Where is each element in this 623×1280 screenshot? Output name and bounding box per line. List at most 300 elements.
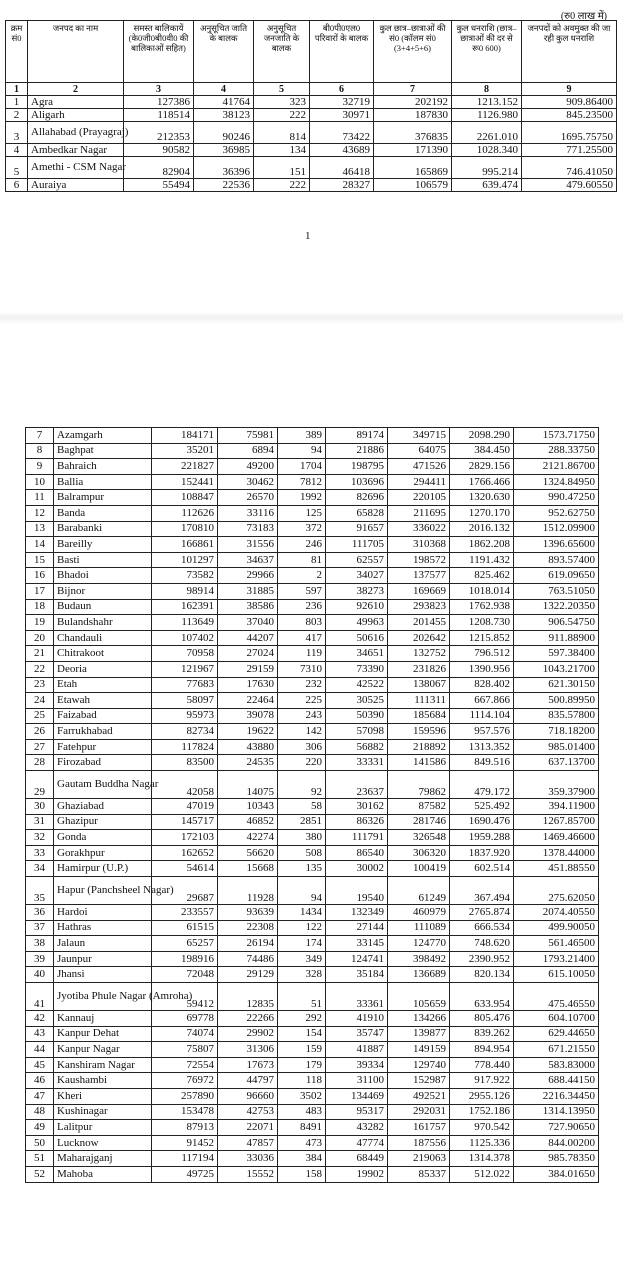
value-cell: 1125.336 [450,1135,514,1151]
value-cell: 323 [254,96,310,109]
table-row [26,693,599,709]
value-cell: 94 [278,443,326,459]
value-cell: 172103 [152,830,218,846]
value-cell: 93639 [218,905,278,921]
serial-cell: 40 [26,967,54,983]
district-name-cell: Hardoi [54,905,152,921]
value-cell: 31885 [218,583,278,599]
value-cell: 561.46500 [514,936,599,952]
district-name-cell: Bareilly [54,537,152,553]
value-cell: 118514 [124,109,194,122]
value-cell: 349 [278,951,326,967]
column-header: कुल छात्र–छात्राओं की सं0 (कॉलम सं0 (3+4+5+6) [374,21,452,83]
column-index-cell: 8 [452,83,522,96]
table-row [6,109,617,122]
value-cell: 376835 [374,122,452,144]
value-cell: 19902 [326,1166,388,1182]
value-cell: 201455 [388,615,450,631]
value-cell: 629.44650 [514,1026,599,1042]
value-cell: 198916 [152,951,218,967]
value-cell: 86326 [326,814,388,830]
value-cell: 151 [254,157,310,179]
value-cell: 275.62050 [514,877,599,905]
value-cell: 46418 [310,157,374,179]
page-gap [0,312,623,324]
value-cell: 2261.010 [452,122,522,144]
value-cell: 82734 [152,724,218,740]
serial-cell: 47 [26,1088,54,1104]
value-cell: 825.462 [450,568,514,584]
column-header: समस्त बालिकायें (के0जी0बी0वी0 की बालिकाओं सहित) [124,21,194,83]
value-cell: 184171 [152,428,218,444]
column-header: कुल धनराशि (छात्र–छात्राओं की दर से रू0 600) [452,21,522,83]
serial-cell: 35 [26,877,54,905]
value-cell: 417 [278,630,326,646]
value-cell: 2 [278,568,326,584]
value-cell: 111089 [388,920,450,936]
value-cell: 38273 [326,583,388,599]
value-cell: 35184 [326,967,388,983]
value-cell: 597.38400 [514,646,599,662]
column-index-cell: 6 [310,83,374,96]
value-cell: 42274 [218,830,278,846]
value-cell: 22308 [218,920,278,936]
serial-cell: 4 [6,144,28,157]
serial-cell: 7 [26,428,54,444]
value-cell: 39334 [326,1057,388,1073]
value-cell: 85337 [388,1166,450,1182]
table-row [26,845,599,861]
value-cell: 170810 [152,521,218,537]
value-cell: 220 [278,755,326,771]
value-cell: 30002 [326,861,388,877]
column-index-cell: 4 [194,83,254,96]
value-cell: 243 [278,708,326,724]
value-cell: 124770 [388,936,450,952]
serial-cell: 30 [26,799,54,815]
value-cell: 38586 [218,599,278,615]
value-cell: 92 [278,771,326,799]
value-cell: 134266 [388,1011,450,1027]
table-row [26,967,599,983]
value-cell: 137577 [388,568,450,584]
value-cell: 82904 [124,157,194,179]
serial-cell: 10 [26,474,54,490]
value-cell: 134 [254,144,310,157]
value-cell: 512.022 [450,1166,514,1182]
value-cell: 212353 [124,122,194,144]
value-cell: 94 [278,877,326,905]
value-cell: 43282 [326,1120,388,1136]
value-cell: 29159 [218,661,278,677]
serial-cell: 24 [26,693,54,709]
value-cell: 1434 [278,905,326,921]
column-index-cell: 2 [28,83,124,96]
value-cell: 328 [278,967,326,983]
value-cell: 499.90050 [514,920,599,936]
value-cell: 666.534 [450,920,514,936]
value-cell: 90582 [124,144,194,157]
value-cell: 796.512 [450,646,514,662]
value-cell: 985.78350 [514,1151,599,1167]
value-cell: 1126.980 [452,109,522,122]
table-row [26,755,599,771]
value-cell: 1862.208 [450,537,514,553]
value-cell: 17673 [218,1057,278,1073]
value-cell: 281746 [388,814,450,830]
value-cell: 17630 [218,677,278,693]
district-name-cell: Farrukhabad [54,724,152,740]
serial-cell: 31 [26,814,54,830]
value-cell: 19540 [326,877,388,905]
value-cell: 2216.34450 [514,1088,599,1104]
value-cell: 2098.290 [450,428,514,444]
value-cell: 61249 [388,877,450,905]
value-cell: 50390 [326,708,388,724]
district-name-cell: Bijnor [54,583,152,599]
value-cell: 483 [278,1104,326,1120]
serial-cell: 45 [26,1057,54,1073]
district-name-cell: Banda [54,505,152,521]
table-row [26,505,599,521]
serial-cell: 16 [26,568,54,584]
value-cell: 1690.476 [450,814,514,830]
district-name-cell: Hathras [54,920,152,936]
value-cell: 637.13700 [514,755,599,771]
value-cell: 89174 [326,428,388,444]
table-row [26,936,599,952]
value-cell: 257890 [152,1088,218,1104]
table-row [26,877,599,905]
value-cell: 233557 [152,905,218,921]
value-cell: 36985 [194,144,254,157]
value-cell: 1766.466 [450,474,514,490]
value-cell: 619.09650 [514,568,599,584]
value-cell: 12835 [218,983,278,1011]
value-cell: 1191.432 [450,552,514,568]
district-name-cell: Azamgarh [54,428,152,444]
value-cell: 718.18200 [514,724,599,740]
value-cell: 995.214 [452,157,522,179]
value-cell: 106579 [374,179,452,192]
value-cell: 42058 [152,771,218,799]
district-name-cell: Firozabad [54,755,152,771]
value-cell: 187830 [374,109,452,122]
district-name-cell: Balrampur [54,490,152,506]
value-cell: 917.922 [450,1073,514,1089]
value-cell: 202192 [374,96,452,109]
value-cell: 132349 [326,905,388,921]
value-cell: 778.440 [450,1057,514,1073]
value-cell: 1213.152 [452,96,522,109]
value-cell: 42753 [218,1104,278,1120]
value-cell: 30525 [326,693,388,709]
value-cell: 479.172 [450,771,514,799]
serial-cell: 13 [26,521,54,537]
value-cell: 49963 [326,615,388,631]
district-name-cell: Ghazipur [54,814,152,830]
value-cell: 111791 [326,830,388,846]
value-cell: 166861 [152,537,218,553]
serial-cell: 25 [26,708,54,724]
value-cell: 1959.288 [450,830,514,846]
value-cell: 103696 [326,474,388,490]
value-cell: 96660 [218,1088,278,1104]
serial-cell: 39 [26,951,54,967]
value-cell: 1114.104 [450,708,514,724]
district-name-cell: Lalitpur [54,1120,152,1136]
value-cell: 152987 [388,1073,450,1089]
value-cell: 8491 [278,1120,326,1136]
serial-cell: 28 [26,755,54,771]
value-cell: 159 [278,1042,326,1058]
value-cell: 73582 [152,568,218,584]
table-row [26,799,599,815]
serial-cell: 27 [26,739,54,755]
value-cell: 46852 [218,814,278,830]
value-cell: 35747 [326,1026,388,1042]
value-cell: 621.30150 [514,677,599,693]
table-row [26,983,599,1011]
value-cell: 65828 [326,505,388,521]
value-cell: 51 [278,983,326,1011]
value-cell: 82696 [326,490,388,506]
value-cell: 310368 [388,537,450,553]
value-cell: 112626 [152,505,218,521]
serial-cell: 48 [26,1104,54,1120]
value-cell: 1215.852 [450,630,514,646]
table-row [26,474,599,490]
value-cell: 36396 [194,157,254,179]
value-cell: 222 [254,109,310,122]
table-row [26,443,599,459]
table-row [26,552,599,568]
value-cell: 1267.85700 [514,814,599,830]
value-cell: 1762.938 [450,599,514,615]
value-cell: 893.57400 [514,552,599,568]
value-cell: 471526 [388,459,450,475]
district-name-cell: Bahraich [54,459,152,475]
column-index-cell: 5 [254,83,310,96]
serial-cell: 1 [6,96,28,109]
value-cell: 158 [278,1166,326,1182]
value-cell: 81 [278,552,326,568]
value-cell: 828.402 [450,677,514,693]
value-cell: 6894 [218,443,278,459]
value-cell: 894.954 [450,1042,514,1058]
value-cell: 43880 [218,739,278,755]
value-cell: 2074.40550 [514,905,599,921]
district-name-cell: Amethi - CSM Nagar [28,157,124,179]
table-row [26,1057,599,1073]
value-cell: 372 [278,521,326,537]
district-name-cell: Kushinagar [54,1104,152,1120]
value-cell: 75807 [152,1042,218,1058]
value-cell: 1324.84950 [514,474,599,490]
value-cell: 492521 [388,1088,450,1104]
value-cell: 231826 [388,661,450,677]
value-cell: 31556 [218,537,278,553]
value-cell: 87913 [152,1120,218,1136]
value-cell: 22071 [218,1120,278,1136]
serial-cell: 52 [26,1166,54,1182]
value-cell: 24535 [218,755,278,771]
value-cell: 380 [278,830,326,846]
value-cell: 101297 [152,552,218,568]
value-cell: 525.492 [450,799,514,815]
value-cell: 2829.156 [450,459,514,475]
district-name-cell: Jaunpur [54,951,152,967]
value-cell: 22464 [218,693,278,709]
value-cell: 1208.730 [450,615,514,631]
value-cell: 54614 [152,861,218,877]
value-cell: 1313.352 [450,739,514,755]
table-row [26,951,599,967]
value-cell: 246 [278,537,326,553]
value-cell: 1396.65600 [514,537,599,553]
column-header: बी0पी0एल0 परिवारों के बालक [310,21,374,83]
district-name-cell: Jyotiba Phule Nagar (Amroha) [54,983,152,1011]
district-name-cell: Fatehpur [54,739,152,755]
value-cell: 34027 [326,568,388,584]
value-cell: 906.54750 [514,615,599,631]
value-cell: 219063 [388,1151,450,1167]
district-name-cell: Ambedkar Nagar [28,144,124,157]
value-cell: 162391 [152,599,218,615]
serial-cell: 12 [26,505,54,521]
value-cell: 185684 [388,708,450,724]
district-name-cell: Hamirpur (U.P.) [54,861,152,877]
value-cell: 117194 [152,1151,218,1167]
value-cell: 118 [278,1073,326,1089]
value-cell: 76972 [152,1073,218,1089]
district-name-cell: Ballia [54,474,152,490]
district-name-cell: Lucknow [54,1135,152,1151]
value-cell: 198795 [326,459,388,475]
table-row [26,583,599,599]
value-cell: 15552 [218,1166,278,1182]
value-cell: 748.620 [450,936,514,952]
serial-cell: 46 [26,1073,54,1089]
value-cell: 141586 [388,755,450,771]
table-row [26,1151,599,1167]
value-cell: 911.88900 [514,630,599,646]
serial-cell: 43 [26,1026,54,1042]
serial-cell: 6 [6,179,28,192]
value-cell: 15668 [218,861,278,877]
value-cell: 633.954 [450,983,514,1011]
value-cell: 970.542 [450,1120,514,1136]
value-cell: 73422 [310,122,374,144]
value-cell: 59412 [152,983,218,1011]
table-row [26,1088,599,1104]
allocation-table-top [5,20,617,192]
value-cell: 100419 [388,861,450,877]
value-cell: 835.57800 [514,708,599,724]
value-cell: 349715 [388,428,450,444]
value-cell: 671.21550 [514,1042,599,1058]
district-name-cell: Kanpur Nagar [54,1042,152,1058]
value-cell: 384.450 [450,443,514,459]
district-name-cell: Ghaziabad [54,799,152,815]
value-cell: 293823 [388,599,450,615]
value-cell: 83500 [152,755,218,771]
value-cell: 30162 [326,799,388,815]
value-cell: 22536 [194,179,254,192]
value-cell: 198572 [388,552,450,568]
value-cell: 44207 [218,630,278,646]
value-cell: 49200 [218,459,278,475]
value-cell: 639.474 [452,179,522,192]
value-cell: 33361 [326,983,388,1011]
value-cell: 107402 [152,630,218,646]
value-cell: 92610 [326,599,388,615]
value-cell: 57098 [326,724,388,740]
table-row [26,739,599,755]
value-cell: 33331 [326,755,388,771]
value-cell: 2016.132 [450,521,514,537]
value-cell: 1752.186 [450,1104,514,1120]
value-cell: 292 [278,1011,326,1027]
value-cell: 44797 [218,1073,278,1089]
value-cell: 113649 [152,615,218,631]
column-index-cell: 9 [522,83,617,96]
value-cell: 32719 [310,96,374,109]
value-cell: 86540 [326,845,388,861]
value-cell: 1837.920 [450,845,514,861]
value-cell: 326548 [388,830,450,846]
value-cell: 64075 [388,443,450,459]
value-cell: 139877 [388,1026,450,1042]
district-name-cell: Kanshiram Nagar [54,1057,152,1073]
value-cell: 56620 [218,845,278,861]
value-cell: 688.44150 [514,1073,599,1089]
value-cell: 69778 [152,1011,218,1027]
value-cell: 72554 [152,1057,218,1073]
value-cell: 985.01400 [514,739,599,755]
table-row [26,1166,599,1182]
value-cell: 165869 [374,157,452,179]
value-cell: 3502 [278,1088,326,1104]
district-name-cell: Basti [54,552,152,568]
value-cell: 75981 [218,428,278,444]
value-cell: 805.476 [450,1011,514,1027]
value-cell: 2121.86700 [514,459,599,475]
value-cell: 849.516 [450,755,514,771]
value-cell: 145717 [152,814,218,830]
value-cell: 26194 [218,936,278,952]
value-cell: 389 [278,428,326,444]
district-name-cell: Barabanki [54,521,152,537]
value-cell: 43689 [310,144,374,157]
value-cell: 134469 [326,1088,388,1104]
value-cell: 220105 [388,490,450,506]
value-cell: 394.11900 [514,799,599,815]
value-cell: 152441 [152,474,218,490]
value-cell: 47857 [218,1135,278,1151]
serial-cell: 51 [26,1151,54,1167]
value-cell: 162652 [152,845,218,861]
value-cell: 154 [278,1026,326,1042]
value-cell: 47019 [152,799,218,815]
value-cell: 77683 [152,677,218,693]
value-cell: 1028.340 [452,144,522,157]
value-cell: 27024 [218,646,278,662]
value-cell: 2955.126 [450,1088,514,1104]
district-name-cell: Budaun [54,599,152,615]
value-cell: 149159 [388,1042,450,1058]
value-cell: 336022 [388,521,450,537]
